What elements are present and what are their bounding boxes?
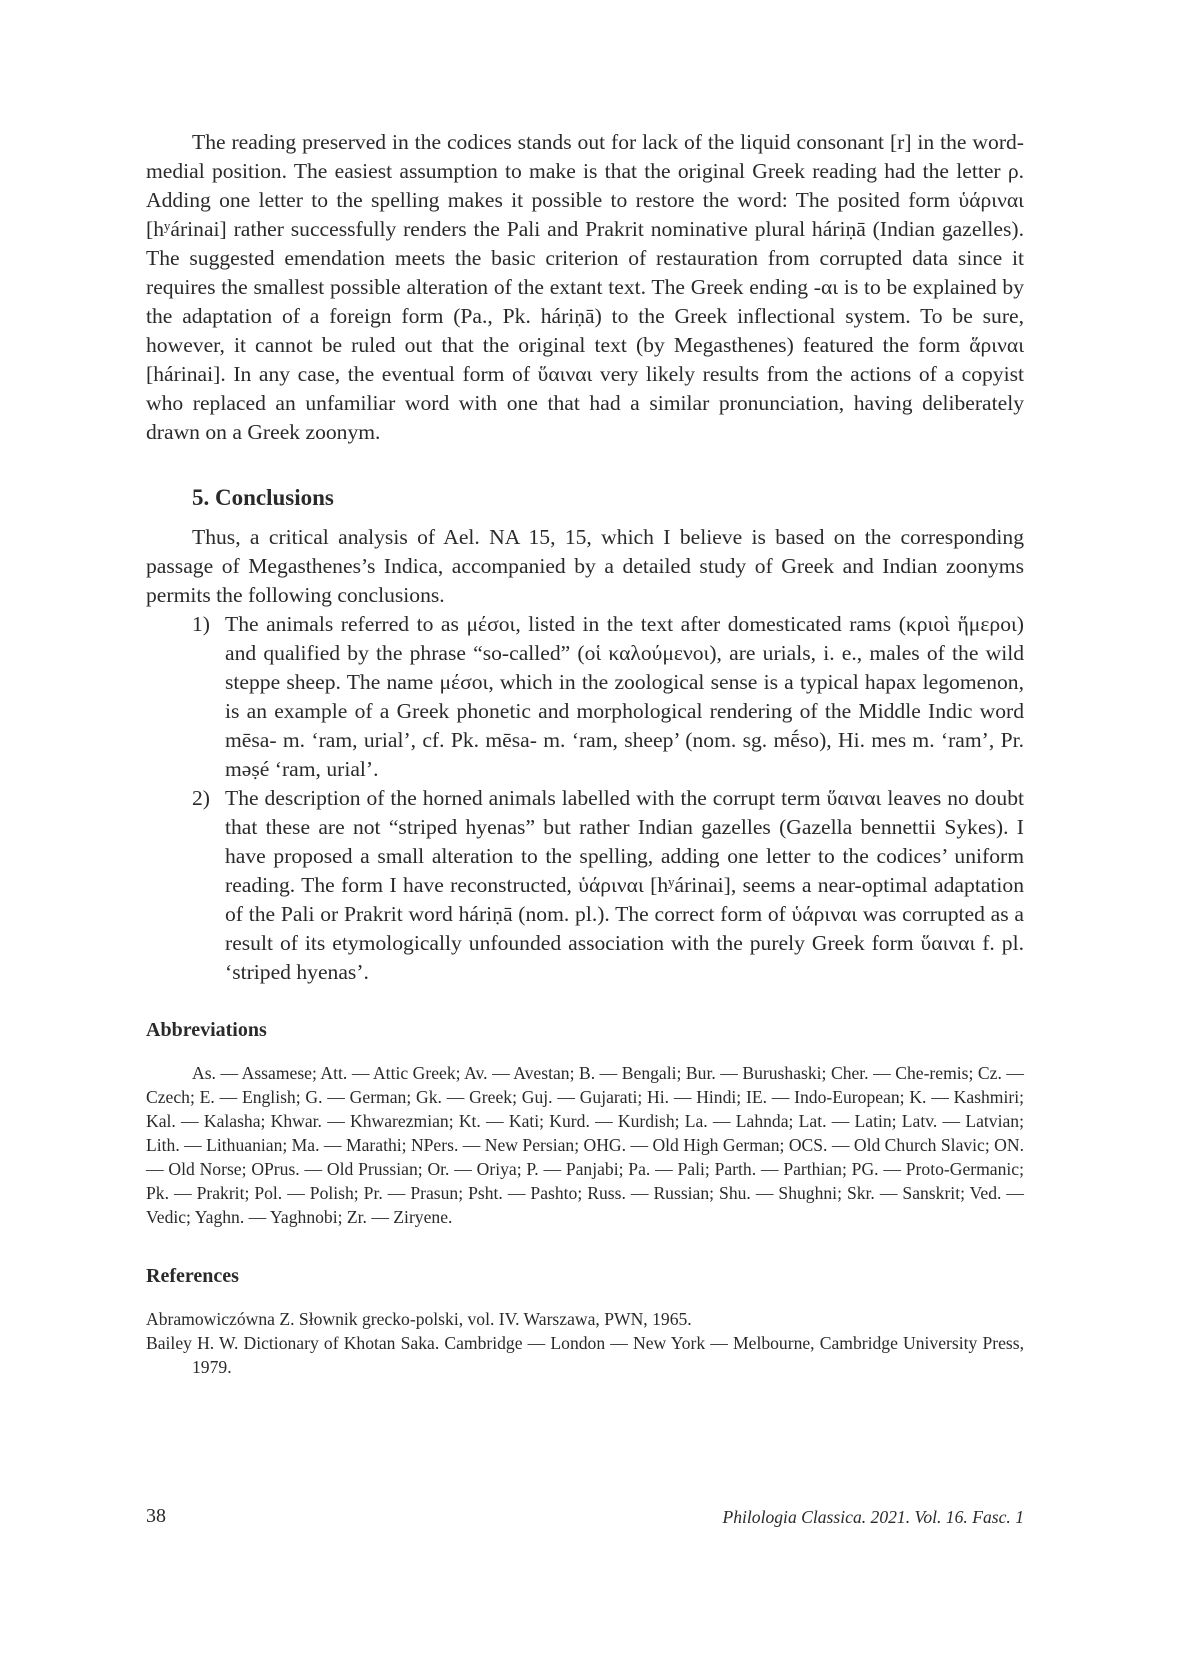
list-item-number: 1) (192, 612, 210, 636)
page-footer (146, 1505, 1024, 1535)
journal-citation: Philologia Classica. 2021. Vol. 16. Fasc. 1 (722, 1507, 1024, 1527)
section-title: 5. Conclusions (192, 485, 334, 510)
page-content (146, 128, 1024, 1379)
body-paragraph-1: The reading preserved in the codices stands out for lack of the liquid consonant [r] in the word-medial position. The easiest assumption to make is that the original Greek reading had the letter ρ. Adding one letter to the spelling makes it possible to restore the word: The posited form ὑάριναι [hʸárinai] rather successfully renders the Pali and Prakrit nominative plural háriṇā (Indian gazelles). The suggested emendation meets the basic criterion of restauration from corrupted data since it requires the smallest possible alteration of the extant text. The Greek ending -αι is to be explained by the adaptation of a foreign form (Pa., Pk. háriṇā) to the Greek inflectional system. To be sure, however, it cannot be ruled out that the original text (by Megasthenes) featured the form ἅριναι [hárinai]. In any case, the eventual form of ὕαιναι very likely results from the actions of a copyist who replaced an unfamiliar word with one that had a similar pronunciation, having deliberately drawn on a Greek zoonym. (146, 130, 1024, 444)
list-item-text: The animals referred to as μέσοι, listed in the text after domesticated rams (κριοὶ ἥμεροι) and qualified by the phrase “so-called” (οἱ καλούμενοι), are urials, i. e., males of the wild steppe sheep. The name μέσοι, which in the zoological sense is a typical hapax legomenon, is an example of a Greek phonetic and morphological rendering of the Middle Indic word mēsa- m. ‘ram, urial’, cf. Pk. mēsa- m. ‘ram, sheep’ (nom. sg. mḗso), Hi. mes m. ‘ram’, Pr. məṣé ‘ram, urial’. (225, 612, 1024, 781)
abbreviations-text: As. — Assamese; Att. — Attic Greek; Av. — Avestan; B. — Bengali; Bur. — Burushaski; Cher. — Che-remis; Cz. — Czech; E. — English; G. — German; Gk. — Greek; Guj. — Gujarati; Hi. — Hindi; IE. — Indo-European; K. — Kashmiri; Kal. — Kalasha; Khwar. — Khwarezmian; Kt. — Kati; Kurd. — Kurdish; La. — Lahnda; Lat. — Latin; Latv. — Latvian; Lith. — Lithuanian; Ma. — Marathi; NPers. — New Persian; OHG. — Old High German; OCS. — Old Church Slavic; ON. — Old Norse; OPrus. — Old Prussian; Or. — Oriya; P. — Panjabi; Pa. — Pali; Parth. — Parthian; PG. — Proto-Germanic; Pk. — Prakrit; Pol. — Polish; Pr. — Prasun; Psht. — Pashto; Russ. — Russian; Shu. — Shughni; Skr. — Sanskrit; Ved. — Vedic; Yaghn. — Yaghnobi; Zr. — Ziryene. (146, 1063, 1024, 1227)
list-item-number: 2) (192, 786, 210, 810)
reference-item: Bailey H. W. Dictionary of Khotan Saka. Cambridge — London — New York — Melbourne, Cambridge University Press, 1979. (146, 1333, 1024, 1377)
body-paragraph-2: Thus, a critical analysis of Ael. NA 15, 15, which I believe is based on the corresponding passage of Megasthenes’s Indica, accompanied by a detailed study of Greek and Indian zoonyms permits the following conclusions. (146, 525, 1024, 607)
conclusions-list (146, 610, 1024, 987)
abbreviations-heading: Abbreviations (146, 1019, 267, 1041)
reference-item: Abramowiczówna Z. Słownik grecko-polski, vol. IV. Warszawa, PWN, 1965. (146, 1309, 692, 1329)
list-item (146, 784, 1024, 987)
list-item (146, 610, 1024, 784)
page-number: 38 (146, 1505, 166, 1527)
list-item-text: The description of the horned animals labelled with the corrupt term ὕαιναι leaves no doubt that these are not “striped hyenas” but rather Indian gazelles (Gazella bennettii Sykes). I have proposed a small alteration to the spelling, adding one letter to the codices’ uniform reading. The form I have reconstructed, ὑάριναι [hʸárinai], seems a near-optimal adaptation of the Pali or Prakrit word háriṇā (nom. pl.). The correct form of ὑάριναι was corrupted as a result of its etymologically unfounded association with the purely Greek form ὕαιναι f. pl. ‘striped hyenas’. (225, 786, 1024, 984)
references-heading: References (146, 1265, 239, 1287)
